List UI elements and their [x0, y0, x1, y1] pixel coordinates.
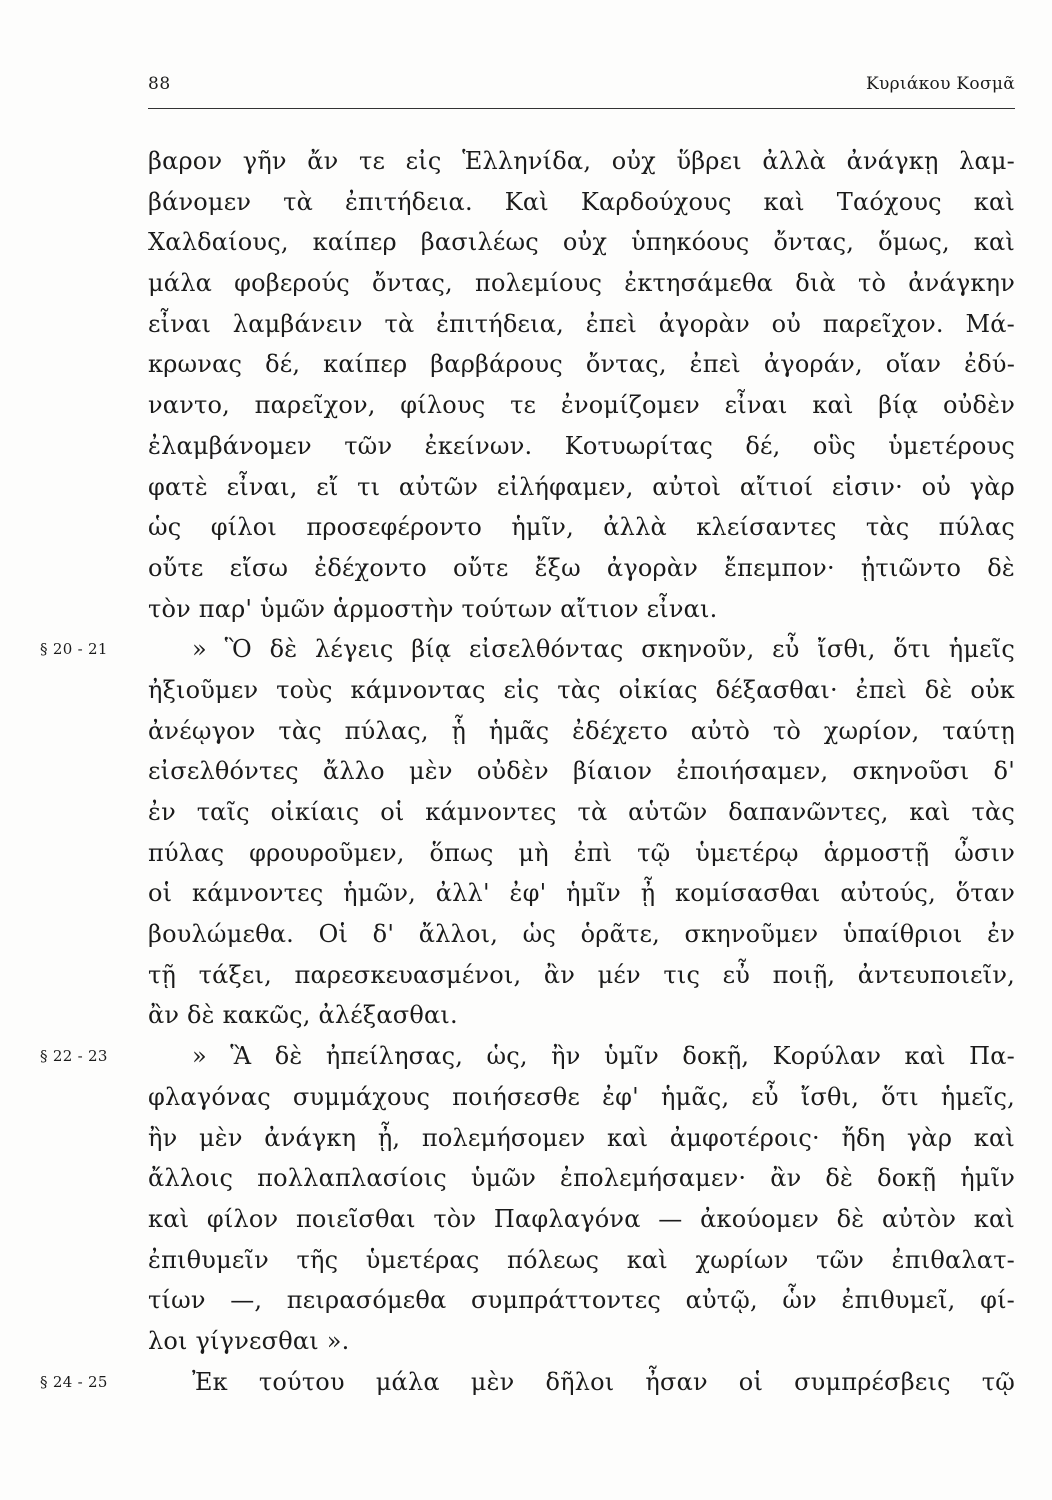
line-text: οἱ κάμνοντες ἡμῶν, ἀλλ' ἐφ' ἡμῖν ᾖ κομίσασθαι αὐτούς, ὅταν: [148, 879, 1015, 908]
text-line: [148, 141, 1018, 182]
line-text: ἐλαμβάνομεν τῶν ἐκείνων. Κοτυωρίτας δέ, οὓς ὑμετέρους: [148, 431, 1015, 460]
line-text: ἐν ταῖς οἰκίαις οἱ κάμνοντες τὰ αὑτῶν δαπανῶντες, καὶ τὰς: [148, 798, 1015, 826]
page-header: [148, 74, 1015, 104]
text-line: [148, 344, 1018, 385]
text-line: [148, 1199, 1018, 1240]
text-line: [148, 426, 1018, 467]
line-text: τῇ τάξει, παρεσκευασμένοι, ἂν μέν τις εὖ ποιῇ, ἀντευποιεῖν,: [148, 960, 1015, 989]
text-line: [148, 670, 1018, 711]
text-line: [40, 1036, 1018, 1077]
line-text: τὸν παρ' ὑμῶν ἁρμοστὴν τούτων αἴτιον εἶναι.: [148, 594, 718, 623]
line-text: καὶ φίλον ποιεῖσθαι τὸν Παφλαγόνα — ἀκούομεν δὲ αὐτὸν καὶ: [148, 1204, 1015, 1233]
line-text: εἶναι λαμβάνειν τὰ ἐπιτήδεια, ἐπεὶ ἀγορὰν οὐ παρεῖχον. Μά-: [148, 309, 1015, 338]
line-text: ἂν δὲ κακῶς, ἀλέξασθαι.: [148, 1001, 458, 1030]
header-rule: [148, 108, 1015, 109]
text-line: [148, 182, 1018, 223]
text-line: [148, 589, 1018, 630]
text-line: [148, 833, 1018, 874]
text-line: [148, 385, 1018, 426]
text-line: [148, 1240, 1018, 1281]
line-text: ἄλλοις πολλαπλασίοις ὑμῶν ἐπολεμήσαμεν· ἂν δὲ δοκῇ ἡμῖν: [148, 1164, 1015, 1193]
section-marker: § 24 - 25: [40, 1372, 108, 1391]
line-text: ἢν μὲν ἀνάγκη ᾖ, πολεμήσομεν καὶ ἀμφοτέροις· ἤδη γὰρ καὶ: [148, 1123, 1015, 1152]
text-line: [148, 222, 1018, 263]
line-text: Χαλδαίους, καίπερ βασιλέως οὐχ ὑπηκόους ὄντας, ὅμως, καὶ: [148, 228, 1015, 257]
text-line: [40, 629, 1018, 670]
text-line: [148, 995, 1018, 1036]
line-text: κρωνας δέ, καίπερ βαρβάρους ὄντας, ἐπεὶ ἀγοράν, οἵαν ἐδύ-: [148, 350, 1015, 379]
line-text: βαρον γῆν ἄν τε εἰς Ἑλληνίδα, οὐχ ὕβρει ἀλλὰ ἀνάγκῃ λαμ-: [148, 147, 1015, 175]
line-text: ναντο, παρεῖχον, φίλους τε ἐνομίζομεν εἶναι καὶ βίᾳ οὐδὲν: [148, 391, 1015, 420]
text-line: [148, 1158, 1018, 1199]
running-head: Κυριάκου Κοσμᾶ: [865, 74, 1015, 94]
line-text: ὡς φίλοι προσεφέροντο ἡμῖν, ἀλλὰ κλείσαντες τὰς πύλας: [148, 513, 1015, 542]
line-text: μάλα φοβερούς ὄντας, πολεμίους ἐκτησάμεθα διὰ τὸ ἀνάγκην: [148, 269, 1015, 298]
text-line: [148, 1321, 1018, 1362]
line-text: πύλας φρουροῦμεν, ὅπως μὴ ἐπὶ τῷ ὑμετέρῳ ἁρμοστῇ ὦσιν: [148, 838, 1015, 867]
text-line: [148, 751, 1018, 792]
line-text: οὔτε εἴσω ἐδέχοντο οὔτε ἔξω ἀγορὰν ἔπεμπον· ᾐτιῶντο δὲ: [148, 553, 1015, 582]
body-text: [40, 141, 1018, 1402]
line-text: Ἐκ τούτου μάλα μὲν δῆλοι ἦσαν οἱ συμπρέσβεις τῷ: [192, 1367, 1015, 1396]
text-line: [40, 1362, 1018, 1403]
line-text: » Ὃ δὲ λέγεις βίᾳ εἰσελθόντας σκηνοῦν, εὖ ἴσθι, ὅτι ἡμεῖς: [192, 635, 1015, 664]
line-text: ἐπιθυμεῖν τῆς ὑμετέρας πόλεως καὶ χωρίων τῶν ἐπιθαλατ-: [148, 1245, 1015, 1274]
text-line: [148, 507, 1018, 548]
line-text: φλαγόνας συμμάχους ποιήσεσθε ἐφ' ἡμᾶς, εὖ ἴσθι, ὅτι ἡμεῖς,: [148, 1082, 1015, 1111]
text-line: [148, 1118, 1018, 1159]
line-text: φατὲ εἶναι, εἴ τι αὐτῶν εἰλήφαμεν, αὐτοὶ αἴτιοί εἰσιν· οὐ γὰρ: [148, 472, 1015, 501]
text-line: [148, 467, 1018, 508]
page-number: 88: [148, 74, 171, 94]
text-line: [148, 1280, 1018, 1321]
text-line: [148, 263, 1018, 304]
line-text: ἠξιοῦμεν τοὺς κάμνοντας εἰς τὰς οἰκίας δέξασθαι· ἐπεὶ δὲ οὐκ: [148, 675, 1015, 704]
line-text: εἰσελθόντες ἄλλο μὲν οὐδὲν βίαιον ἐποιήσαμεν, σκηνοῦσι δ': [148, 757, 1015, 786]
text-line: [148, 304, 1018, 345]
line-text: βάνομεν τὰ ἐπιτήδεια. Καὶ Καρδούχους καὶ Ταόχους καὶ: [148, 187, 1015, 216]
text-line: [148, 914, 1018, 955]
text-line: [148, 711, 1018, 752]
line-text: ἀνέῳγον τὰς πύλας, ᾗ ἡμᾶς ἐδέχετο αὐτὸ τὸ χωρίον, ταύτῃ: [148, 716, 1015, 745]
line-text: λοι γίγνεσθαι ».: [148, 1326, 350, 1355]
line-text: τίων —, πειρασόμεθα συμπράττοντες αὐτῷ, ὧν ἐπιθυμεῖ, φί-: [148, 1286, 1015, 1315]
text-line: [148, 1077, 1018, 1118]
line-text: βουλώμεθα. Οἱ δ' ἄλλοι, ὡς ὁρᾶτε, σκηνοῦμεν ὑπαίθριοι ἐν: [148, 920, 1015, 949]
line-text: » Ἃ δὲ ἠπείλησας, ὡς, ἢν ὑμῖν δοκῇ, Κορύλαν καὶ Πα-: [192, 1042, 1015, 1071]
section-marker: § 22 - 23: [40, 1047, 108, 1066]
text-line: [148, 873, 1018, 914]
section-marker: § 20 - 21: [40, 640, 108, 659]
text-line: [148, 792, 1018, 833]
text-line: [148, 548, 1018, 589]
text-line: [148, 955, 1018, 996]
